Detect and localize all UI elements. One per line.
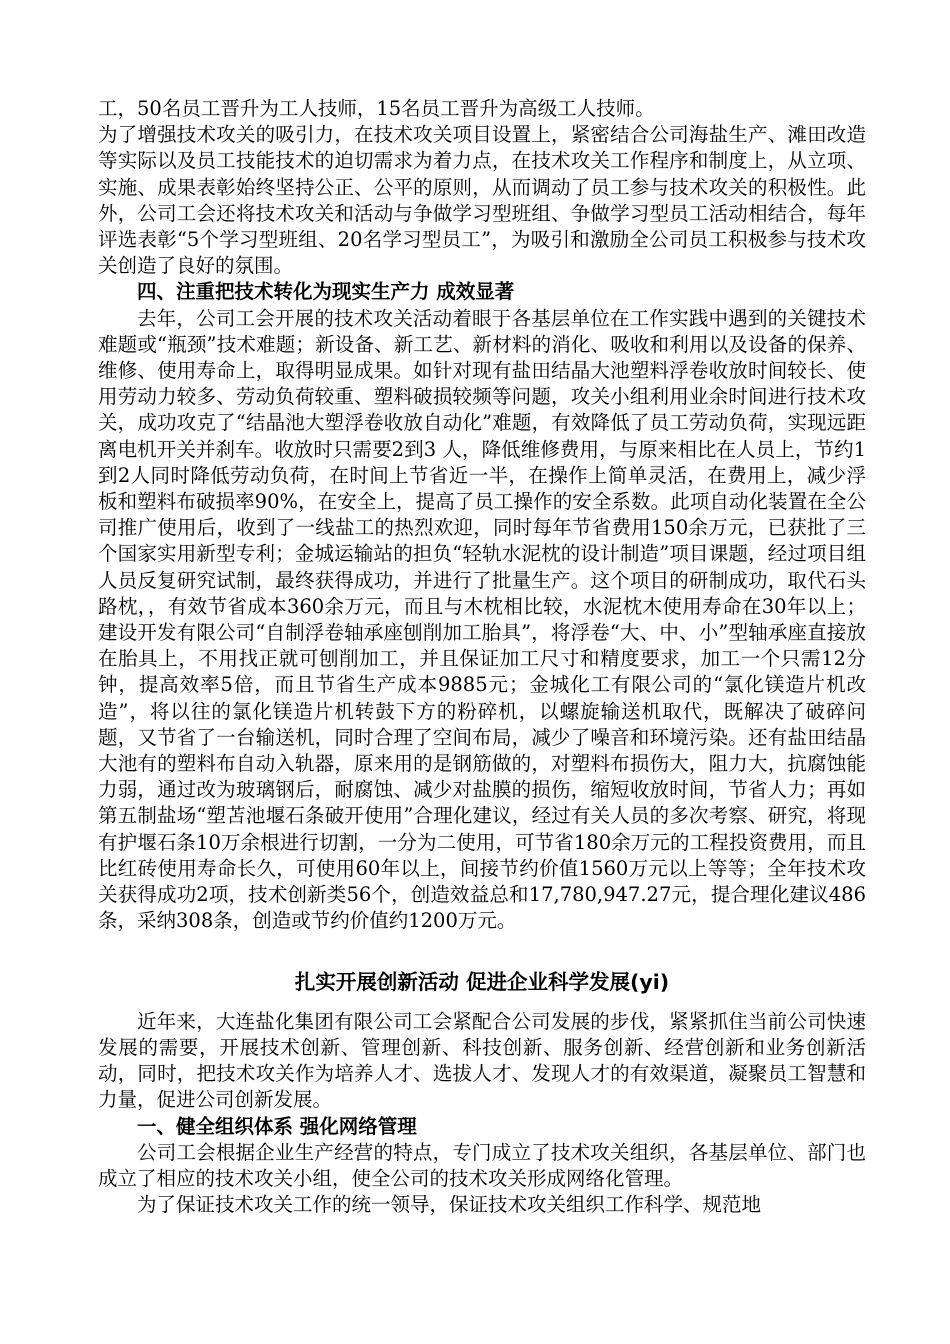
paragraph-continuation: 工，50名员工晋升为工人技师，15名员工晋升为高级工人技师。 [98,97,655,120]
section-heading-4: 四、注重把技术转化为现实生产力 成效显著 [137,280,515,304]
paragraph-ensure: 为了保证技术攻关工作的统一领导，保证技术攻关组织工作科学、规范地 [137,1193,762,1217]
document-page [98,96,866,1218]
section-heading-1: 一、健全组织体系 强化网络管理 [137,1114,417,1138]
paragraph-attraction: 为了增强技术攻关的吸引力，在技术攻关项目设置上，紧密结合公司海盐生产、滩田改造等实际以及员工技能技术的迫切需求为着力点，在技术攻关工作程序和制度上，从立项、实施、成果表彰始终坚持公正、公平的原则，从而调动了员工参与技术攻关的积极性。此外，公司工会还将技术攻关和活动与争做学习型班组、争做学习型员工活动相结合，每年评选表彰“5个学习型班组、20名学习型员工”，为吸引和激励全公司员工积极参与技术攻关创造了良好的氛围。 [98,123,866,278]
paragraph-intro: 近年来，大连盐化集团有限公司工会紧配合公司发展的步伐，紧紧抓住当前公司快速发展的需要，开展技术创新、管理创新、科技创新、服务创新、经营创新和业务创新活动，同时，把技术攻关作为培养人才、选拔人才、发现人才的有效渠道，凝聚员工智慧和力量，促进公司创新发展。 [98,1009,866,1112]
paragraph-organization: 公司工会根据企业生产经营的特点，专门成立了技术攻关组织，各基层单位、部门也成立了相应的技术攻关小组，使全公司的技术攻关形成网络化管理。 [98,1140,866,1190]
article-title: 扎实开展创新活动 促进企业科学发展(yi) [294,969,670,994]
paragraph-results: 去年，公司工会开展的技术攻关活动着眼于各基层单位在工作实践中遇到的关键技术难题或“瓶颈”技术难题；新设备、新工艺、新材料的消化、吸收和利用以及设备的保养、维修、使用寿命上，取得明显成果。如针对现有盐田结晶大池塑料浮卷收放时间较长、使用劳动力较多、劳动负荷较重、塑料破损较频等问题，攻关小组利用业余时间进行技术攻关，成功攻克了“结晶池大塑浮卷收放自动化”难题，有效降低了员工劳动负荷，实现远距离电机开关并刹车。收放时只需要2到3 人，降低维修费用，与原来相比在人员上，节约1到2人同时降低劳动负荷，在时间上节省近一半，在操作上简单灵活，在费用上，减少浮板和塑料布破损率90%，在安全上，提高了员工操作的安全系数。此项自动化装置在全公司推广使用后，收到了一线盐工的热烈欢迎，同时每年节省费用150余万元，已获批了三个国家实用新型专利；金城运输站的担负“轻轨水泥枕的设计制造”项目课题，经过项目组人员反复研究试制，最终获得成功，并进行了批量生产。这个项目的研制成功，取代石头路枕，，有效节省成本360余万元，而且与木枕相比较，水泥枕木使用寿命在30年以上；建设开发有限公司“自制浮卷轴承座刨削加工胎具”，将浮卷“大、中、小”型轴承座直接放在胎具上，不用找正就可刨削加工，并且保证加工尺寸和精度要求，加工一个只需12分钟，提高效率5倍，而且节省生产成本9885元；金城化工有限公司的“氯化镁造片机改造”，将以往的氯化镁造片机转鼓下方的粉碎机，以螺旋输送机取代，既解决了破碎问题，又节省了一台输送机，同时合理了空间布局，减少了噪音和环境污染。还有盐田结晶大池有的塑料布自动入轨器，原来用的是钢筋做的，对塑料布损伤大，阻力大，抗腐蚀能力弱，通过改为玻璃钢后，耐腐蚀、减少对盐膜的损伤，缩短收放时间，节省人力；再如第五制盐场“塑苫池堰石条破开使用”合理化建议，经过有关人员的多次考察、研究，将现有护堰石条10万余根进行切割，一分为二使用，可节省180余万元的工程投资费用，而且比红砖使用寿命长久，可使用60年以上，间接节约价值1560万元以上等等；全年技术攻关获得成功2项，技术创新类56个，创造效益总和17,780,947.27元，提合理化建议486条，采纳308条，创造或节约价值约1200万元。 [98,306,866,933]
